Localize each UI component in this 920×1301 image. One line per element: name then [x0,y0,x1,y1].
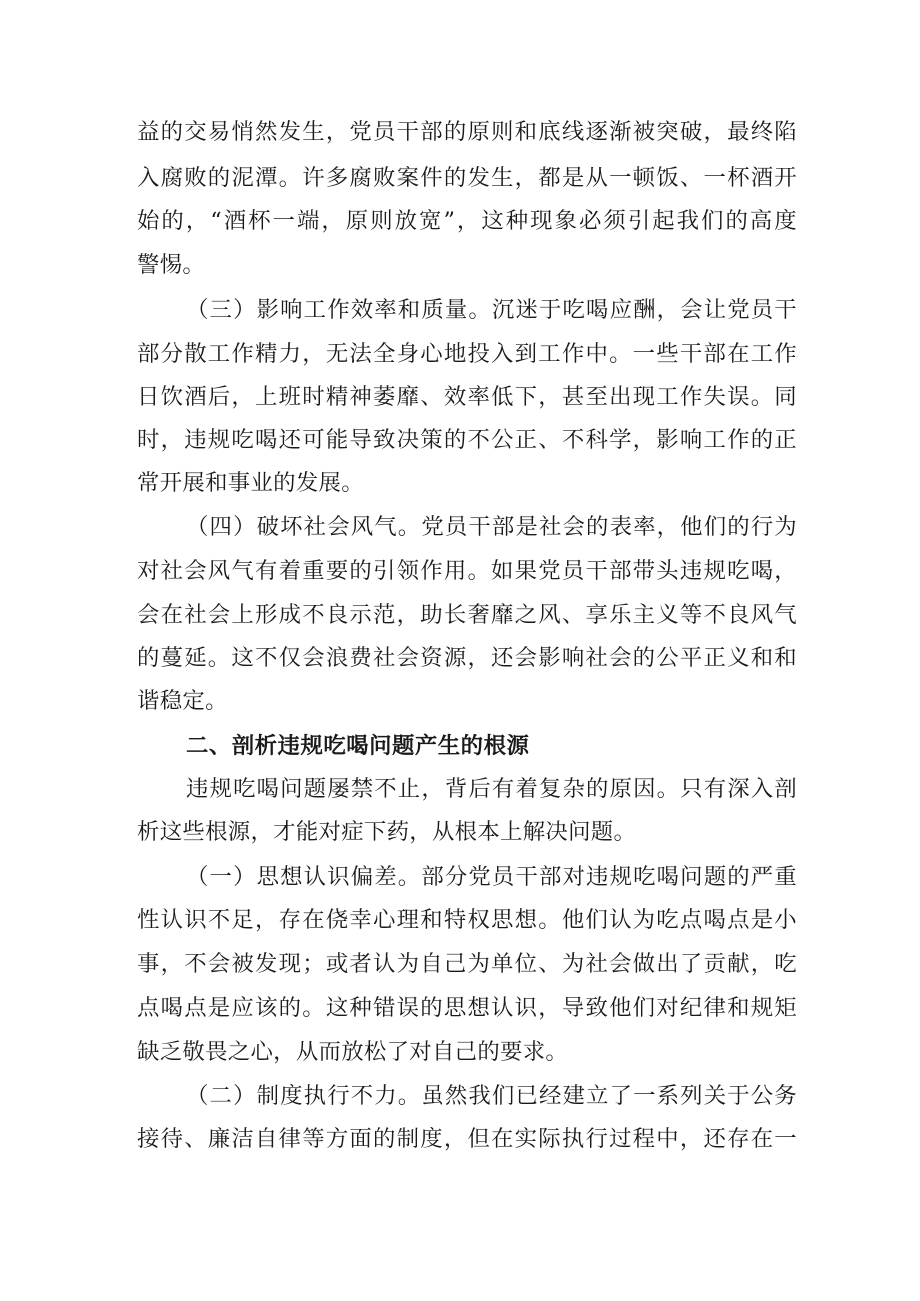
text-line: 常开展和事业的发展。 [137,470,364,496]
text-line: 性认识不足，存在侥幸心理和特权思想。他们认为吃点喝点是小 [137,907,797,933]
text-line: 点喝点是应该的。这种错误的思想认识，导致他们对纪律和规矩 [137,995,797,1021]
text-line: 警惕。 [137,252,206,278]
paragraph-first-line: （二）制度执行不力。虽然我们已经建立了一系列关于公务 [186,1083,797,1109]
text-line: 接待、廉洁自律等方面的制度，但在实际执行过程中，还存在一 [137,1126,797,1152]
text-line: 益的交易悄然发生，党员干部的原则和底线逐渐被突破，最终陷 [137,119,797,145]
text-line: 部分散工作精力，无法全身心地投入到工作中。一些干部在工作 [137,341,797,367]
text-line: 会在社会上形成不良示范，助长奢靡之风、享乐主义等不良风气 [137,602,797,628]
text-line: 事，不会被发现；或者认为自己为单位、为社会做出了贡献，吃 [137,951,797,977]
text-line: 缺乏敬畏之心，从而放松了对自己的要求。 [137,1039,569,1065]
paragraph-first-line: （四）破坏社会风气。党员干部是社会的表率，他们的行为 [186,514,797,540]
paragraph-first-line: 违规吃喝问题屡禁不止，背后有着复杂的原因。只有深入剖 [186,776,797,802]
section-heading: 二、剖析违规吃喝问题产生的根源 [186,733,530,759]
text-line: 对社会风气有着重要的引领作用。如果党员干部带头违规吃喝， [137,558,797,584]
paragraph-first-line: （一）思想认识偏差。部分党员干部对违规吃喝问题的严重 [186,864,797,890]
text-line: 日饮酒后，上班时精神萎靡、效率低下，甚至出现工作失误。同 [137,384,797,410]
text-line: 始的，“酒杯一端，原则放宽”，这种现象必须引起我们的高度 [137,208,797,234]
text-line: 析这些根源，才能对症下药，从根本上解决问题。 [137,819,637,845]
text-line: 入腐败的泥潭。许多腐败案件的发生，都是从一顿饭、一杯酒开 [137,165,797,191]
paragraph-first-line: （三）影响工作效率和质量。沉迷于吃喝应酬，会让党员干 [186,297,797,323]
text-line: 时，违规吃喝还可能导致决策的不公正、不科学，影响工作的正 [137,427,797,453]
text-line: 谐稳定。 [137,688,228,714]
text-line: 的蔓延。这不仅会浪费社会资源，还会影响社会的公平正义和和 [137,645,797,671]
